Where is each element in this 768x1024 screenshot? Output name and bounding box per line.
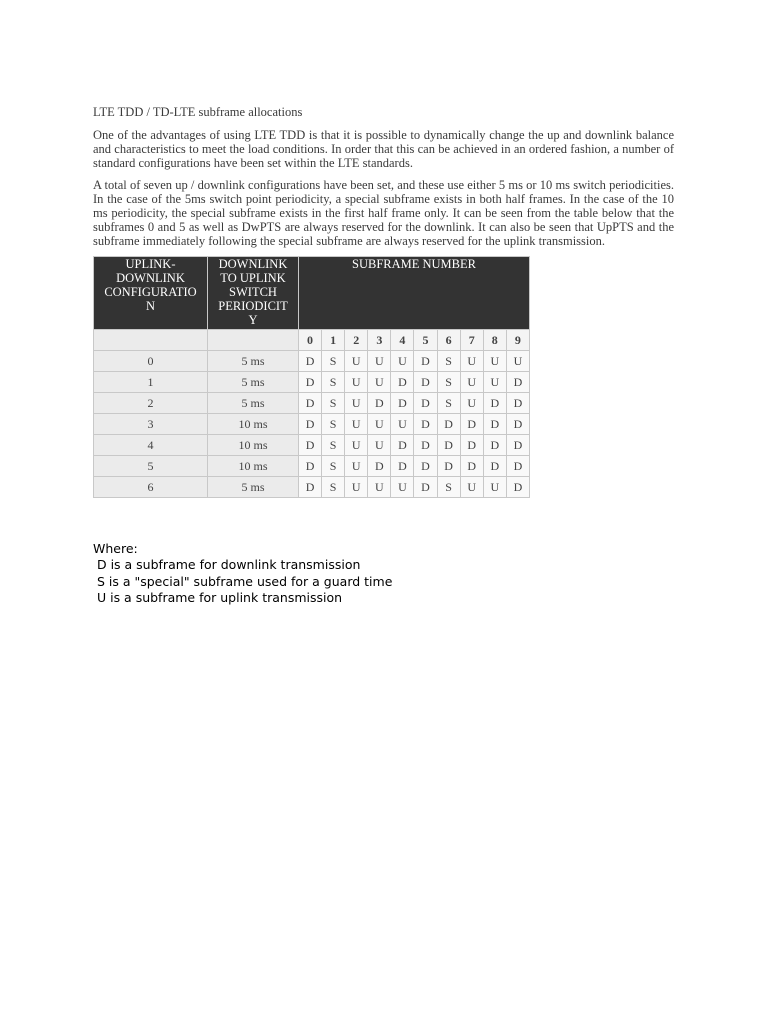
subframe-cell: D [414, 414, 437, 435]
document-body [93, 104, 674, 498]
table-row [94, 456, 530, 477]
subframe-cell: D [391, 456, 414, 477]
legend-heading: Where: [93, 541, 138, 556]
periodicity-cell: 5 ms [208, 372, 299, 393]
subframe-cell: D [299, 477, 322, 498]
header-configuration-label: UPLINK- DOWNLINK CONFIGURATIO N [104, 257, 197, 313]
legend-item-special: S is a "special" subframe used for a guard time [93, 573, 393, 589]
configuration-cell: 1 [94, 372, 208, 393]
empty-cell [94, 330, 208, 351]
subframe-cell: U [506, 351, 529, 372]
subframe-cell: D [299, 393, 322, 414]
subframe-cell: D [299, 351, 322, 372]
subframe-cell: D [414, 435, 437, 456]
subframe-number-7: 7 [460, 330, 483, 351]
table-row [94, 435, 530, 456]
subframe-cell: U [460, 393, 483, 414]
subframe-cell: D [460, 456, 483, 477]
subframe-cell: U [345, 477, 368, 498]
table-row [94, 414, 530, 435]
table-row [94, 477, 530, 498]
subframe-cell: U [368, 435, 391, 456]
configuration-cell: 0 [94, 351, 208, 372]
subframe-number-9: 9 [506, 330, 529, 351]
subframe-cell: S [437, 393, 460, 414]
subframe-number-4: 4 [391, 330, 414, 351]
subframe-cell: D [368, 393, 391, 414]
subframe-cell: S [322, 477, 345, 498]
subframe-number-0: 0 [299, 330, 322, 351]
subframe-cell: D [506, 393, 529, 414]
configuration-cell: 5 [94, 456, 208, 477]
table-header-row [94, 257, 530, 330]
subframe-number-2: 2 [345, 330, 368, 351]
subframe-cell: U [368, 477, 391, 498]
subframe-cell: D [414, 456, 437, 477]
subframe-cell: D [483, 414, 506, 435]
subframe-cell: D [506, 414, 529, 435]
subframe-cell: D [391, 393, 414, 414]
subframe-cell: S [437, 372, 460, 393]
legend-item-uplink: U is a subframe for uplink transmission [93, 589, 343, 605]
configuration-cell: 3 [94, 414, 208, 435]
subframe-number-5: 5 [414, 330, 437, 351]
subframe-cell: D [460, 414, 483, 435]
configuration-cell: 6 [94, 477, 208, 498]
subframe-cell: D [391, 372, 414, 393]
periodicity-cell: 10 ms [208, 414, 299, 435]
subframe-cell: D [299, 414, 322, 435]
subframe-number-row [94, 330, 530, 351]
table-row [94, 372, 530, 393]
periodicity-cell: 5 ms [208, 393, 299, 414]
subframe-cell: D [506, 372, 529, 393]
subframe-number-6: 6 [437, 330, 460, 351]
header-periodicity-label: DOWNLINK TO UPLINK SWITCH PERIODICIT Y [218, 257, 288, 327]
subframe-cell: D [391, 435, 414, 456]
header-subframe-number: SUBFRAME NUMBER [299, 257, 530, 330]
subframe-cell: U [345, 372, 368, 393]
subframe-cell: D [414, 477, 437, 498]
subframe-cell: U [391, 414, 414, 435]
subframe-cell: U [345, 393, 368, 414]
page-title: LTE TDD / TD-LTE subframe allocations [93, 105, 303, 119]
subframe-cell: S [322, 393, 345, 414]
subframe-cell: S [322, 372, 345, 393]
subframe-cell: D [368, 456, 391, 477]
subframe-cell: D [483, 435, 506, 456]
subframe-cell: D [483, 393, 506, 414]
subframe-cell: U [345, 435, 368, 456]
subframe-cell: U [391, 477, 414, 498]
configuration-cell: 2 [94, 393, 208, 414]
subframe-cell: S [322, 435, 345, 456]
subframe-cell: D [299, 372, 322, 393]
subframe-cell: U [368, 351, 391, 372]
subframe-cell: D [506, 456, 529, 477]
subframe-cell: U [483, 477, 506, 498]
subframe-cell: S [322, 456, 345, 477]
configurations-paragraph: A total of seven up / downlink configurations have been set, and these use either 5 ms or 10 ms switch periodicities. In the case of the 5ms switch point periodicity, a special subframe exists in both half frames. In the case of the 10 ms periodicity, the special subframe exists in the first half frame only. It can be seen from the table below that the subframes 0 and 5 as well as DwPTS are always reserved for the downlink. It can also be seen that UpPTS and the subframe immediately following the special subframe are always reserved for the uplink transmission. [93, 178, 674, 248]
subframe-cell: U [391, 351, 414, 372]
subframe-cell: D [506, 435, 529, 456]
periodicity-cell: 5 ms [208, 477, 299, 498]
subframe-cell: D [414, 372, 437, 393]
legend [93, 541, 392, 606]
periodicity-cell: 5 ms [208, 351, 299, 372]
subframe-cell: U [345, 456, 368, 477]
subframe-cell: D [483, 456, 506, 477]
subframe-cell: D [460, 435, 483, 456]
subframe-cell: S [437, 351, 460, 372]
subframe-cell: D [506, 477, 529, 498]
subframe-cell: U [460, 351, 483, 372]
header-periodicity [208, 257, 299, 330]
table-row [94, 393, 530, 414]
header-configuration [94, 257, 208, 330]
subframe-number-3: 3 [368, 330, 391, 351]
subframe-cell: U [368, 414, 391, 435]
subframe-number-8: 8 [483, 330, 506, 351]
subframe-cell: D [437, 435, 460, 456]
subframe-cell: U [460, 477, 483, 498]
periodicity-cell: 10 ms [208, 456, 299, 477]
subframe-cell: S [437, 477, 460, 498]
table-row [94, 351, 530, 372]
subframe-cell: U [345, 414, 368, 435]
subframe-cell: S [322, 414, 345, 435]
empty-cell [208, 330, 299, 351]
subframe-allocation-table [93, 256, 530, 498]
subframe-cell: U [460, 372, 483, 393]
subframe-cell: D [299, 435, 322, 456]
periodicity-cell: 10 ms [208, 435, 299, 456]
subframe-cell: S [322, 351, 345, 372]
subframe-cell: D [414, 393, 437, 414]
subframe-cell: D [437, 414, 460, 435]
subframe-cell: U [483, 351, 506, 372]
subframe-cell: U [483, 372, 506, 393]
intro-paragraph: One of the advantages of using LTE TDD is that it is possible to dynamically change the up and downlink balance and characteristics to meet the load conditions. In order that this can be achieved in an ordered fashion, a number of standard configurations have been set within the LTE standards. [93, 128, 674, 170]
subframe-cell: D [414, 351, 437, 372]
subframe-cell: D [437, 456, 460, 477]
subframe-cell: U [368, 372, 391, 393]
legend-item-downlink: D is a subframe for downlink transmission [93, 557, 361, 573]
subframe-number-1: 1 [322, 330, 345, 351]
configuration-cell: 4 [94, 435, 208, 456]
subframe-cell: D [299, 456, 322, 477]
subframe-cell: U [345, 351, 368, 372]
